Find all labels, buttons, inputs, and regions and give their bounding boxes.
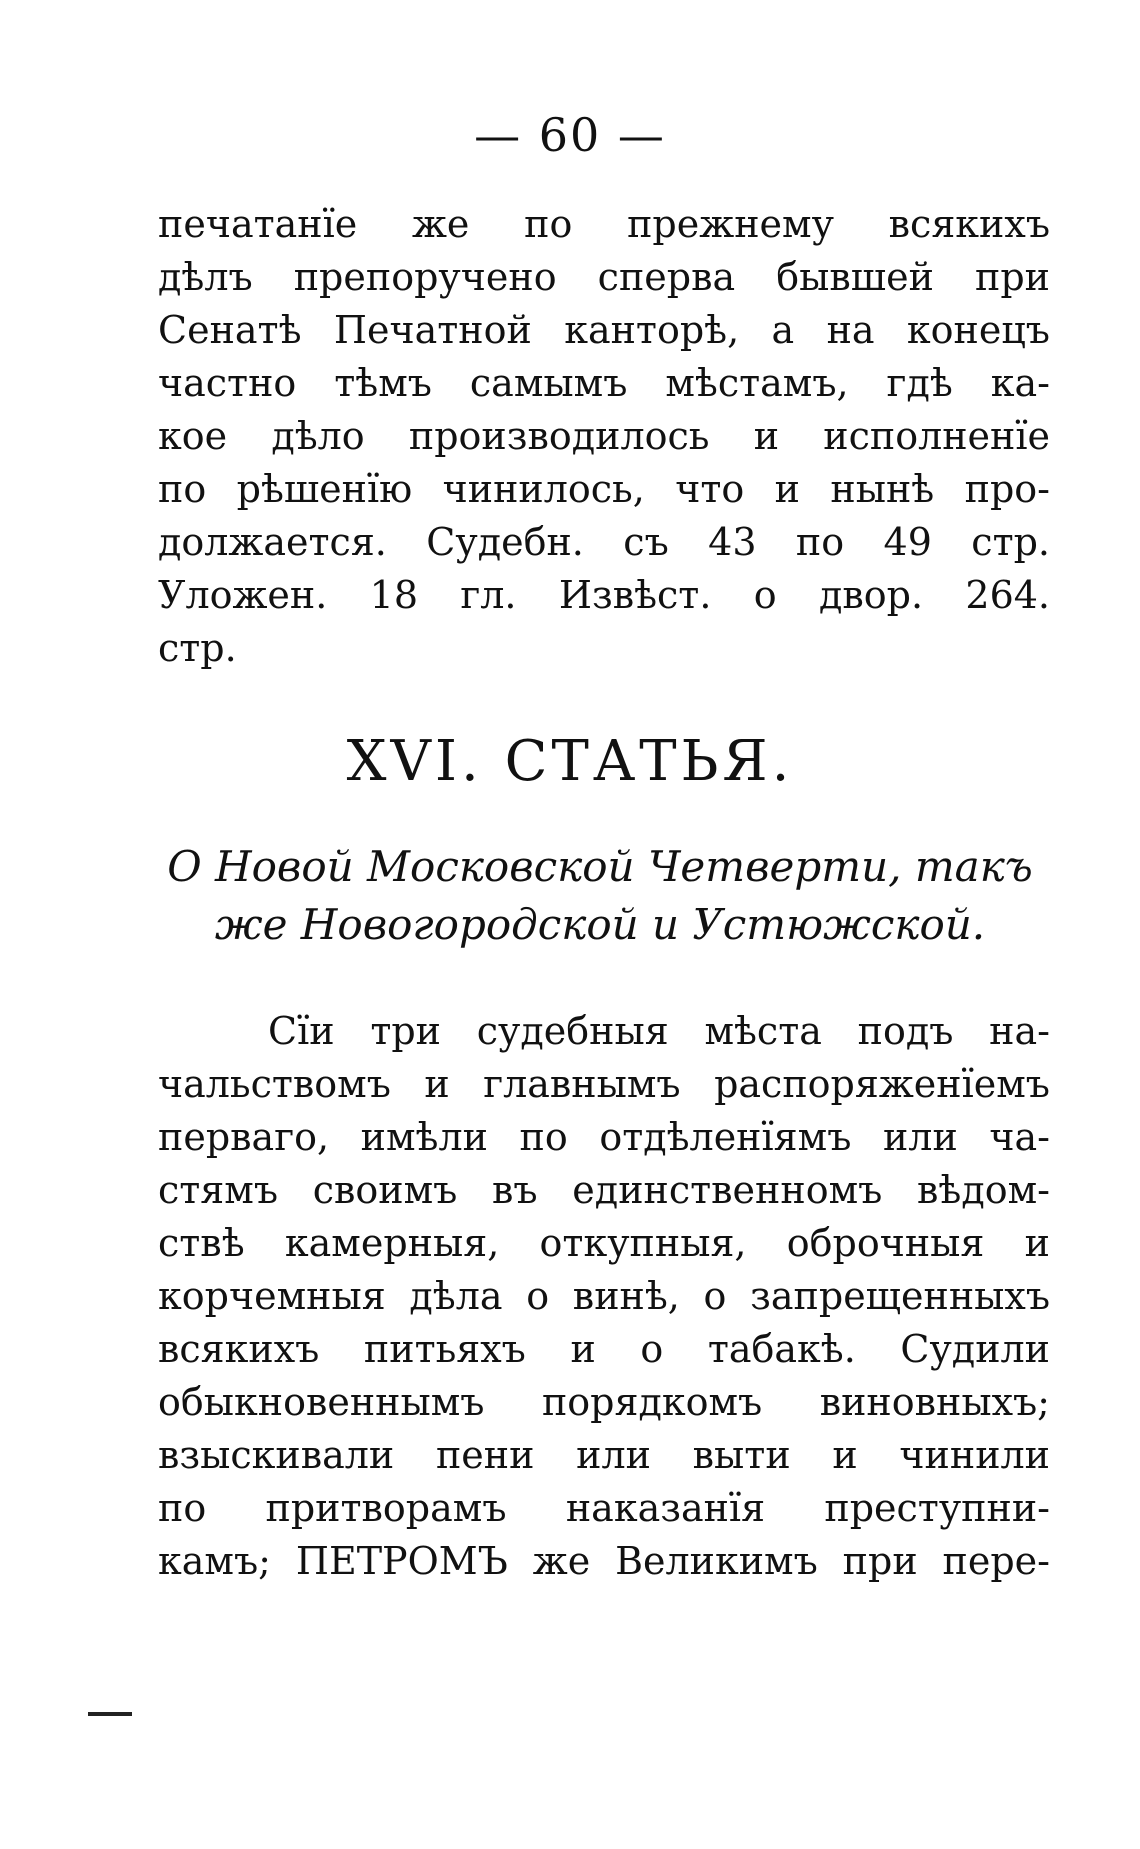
text-line: корчемныя дѣла о винѣ, о запрещенныхъ	[158, 1274, 1050, 1318]
text-line: по рѣшенїю чинилось, что и нынѣ про-	[158, 467, 1050, 511]
text-line: взыскивали пени или выти и чинили	[158, 1433, 1050, 1477]
text-line: кое дѣло производилось и исполненїе	[158, 414, 1050, 458]
subtitle-line: же Новогородской и Устюжской.	[214, 900, 986, 949]
paragraph-main	[158, 1005, 1050, 1588]
text-line: обыкновеннымъ порядкомъ виновныхъ;	[158, 1380, 1050, 1424]
margin-rule	[88, 1712, 132, 1716]
page-number: — 60 —	[474, 108, 666, 162]
article-subtitle	[150, 838, 1050, 954]
text-line: должается. Судебн. съ 43 по 49 стр.	[158, 520, 1050, 564]
text-line: по притворамъ наказанїя преступни-	[158, 1486, 1050, 1530]
text-line: Уложен. 18 гл. Извѣст. о двор. 264.	[158, 573, 1050, 617]
text-line: перваго, имѣли по отдѣленїямъ или ча-	[158, 1115, 1050, 1159]
text-line: чальствомъ и главнымъ распоряженїемъ	[158, 1062, 1050, 1106]
text-line: дѣлъ препоручено сперва бывшей при	[158, 255, 1050, 299]
text-line: стр.	[158, 626, 237, 670]
subtitle-line: О Новой Московской Четверти, такъ	[167, 842, 1033, 891]
text-line: ствѣ камерныя, откупныя, оброчныя и	[158, 1221, 1050, 1265]
text-line: Сенатѣ Печатной канторѣ, а на конецъ	[158, 308, 1050, 352]
text-line: печатанїе же по прежнему всякихъ	[158, 202, 1050, 246]
paragraph-continuation	[158, 198, 1050, 675]
text-line: частно тѣмъ самымъ мѣстамъ, гдѣ ка-	[158, 361, 1050, 405]
article-heading: XVI. СТАТЬЯ.	[346, 729, 794, 794]
text-line: Сїи три судебныя мѣста подъ на-	[268, 1009, 1050, 1053]
text-line: всякихъ питьяхъ и о табакѣ. Судили	[158, 1327, 1050, 1371]
text-line: стямъ своимъ въ единственномъ вѣдом-	[158, 1168, 1050, 1212]
text-line: камъ; ПЕТРОМЪ же Великимъ при пере-	[158, 1539, 1050, 1583]
